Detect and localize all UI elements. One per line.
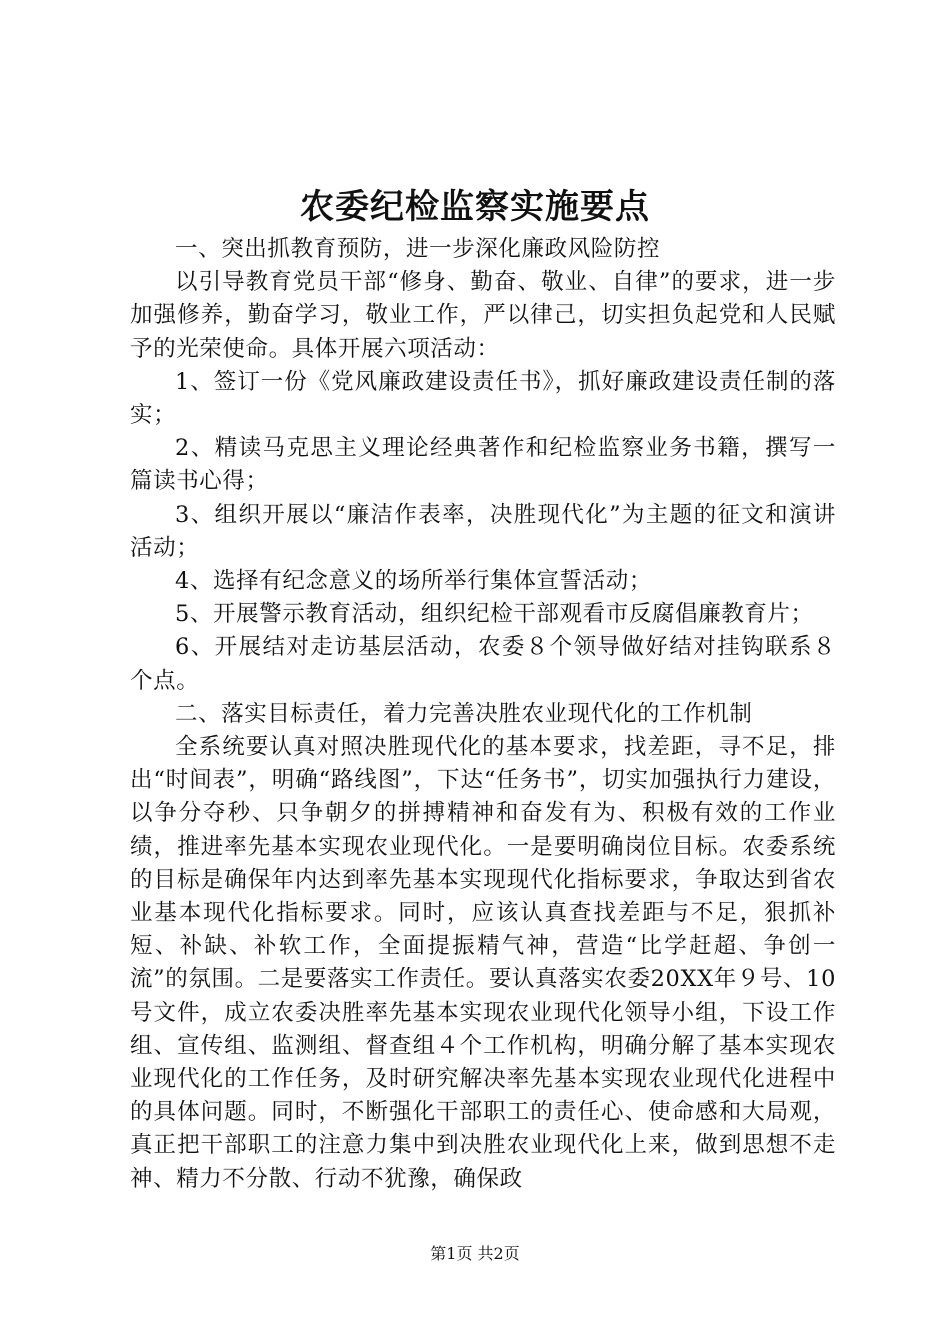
list-item: 6、开展结对走访基层活动，农委８个领导做好结对挂钩联系８个点。 [130, 634, 836, 694]
document-title: 农委纪检监察实施要点 [300, 187, 650, 227]
paragraph: 全系统要认真对照决胜现代化的基本要求，找差距，寻不足，排出“时间表”，明确“路线图”，下达“任务书”，切实加强执行力建设，以争分夺秒、只争朝夕的拼搏精神和奋发有为、积极有效的工作业绩，推进率先基本实现农业现代化。一是要明确岗位目标。农委系统的目标是确保年内达到率先基本实现现代化指标要求，争取达到省农业基本现代化指标要求。同时，应该认真查找差距与不足，狠抓补短、补缺、补软工作，全面提振精气神，营造“比学赶超、争创一流”的氛围。二是要落实工作责任。要认真落实农委20XX年９号、10号文件，成立农委决胜率先基本实现农业现代化领导小组，下设工作组、宣传组、监测组、督查组４个工作机构，明确分解了基本实现农业现代化的工作任务，及时研究解决率先基本实现农业现代化进程中的具体问题。同时，不断强化干部职工的责任心、使命感和大局观，真正把干部职工的注意力集中到决胜农业现代化上来，做到思想不走神、精力不分散、行动不犹豫，确保政 [130, 734, 836, 1192]
section-heading-1: 一、突出抓教育预防，进一步深化廉政风险防控 [175, 236, 661, 262]
list-item: 2、精读马克思主义理论经典著作和纪检监察业务书籍，撰写一篇读书心得； [130, 435, 836, 495]
list-item: 3、组织开展以“廉洁作表率，决胜现代化”为主题的征文和演讲活动； [130, 501, 836, 561]
section-heading-2: 二、落实目标责任，着力完善决胜农业现代化的工作机制 [175, 700, 753, 727]
list-item: 5、开展警示教育活动，组织纪检干部观看市反腐倡廉教育片； [175, 601, 814, 628]
document-body [130, 233, 836, 1196]
page-number-footer: 第1页 共2页 [430, 1244, 520, 1263]
list-item: 1、签订一份《党风廉政建设责任书》，抓好廉政建设责任制的落实； [130, 368, 836, 429]
list-item: 4、选择有纪念意义的场所举行集体宣誓活动； [175, 568, 652, 595]
paragraph: 以引导教育党员干部“修身、勤奋、敬业、自律”的要求，进一步加强修养，勤奋学习，敬业工作，严以律己，切实担负起党和人民赋予的光荣使命。具体开展六项活动： [130, 269, 836, 362]
